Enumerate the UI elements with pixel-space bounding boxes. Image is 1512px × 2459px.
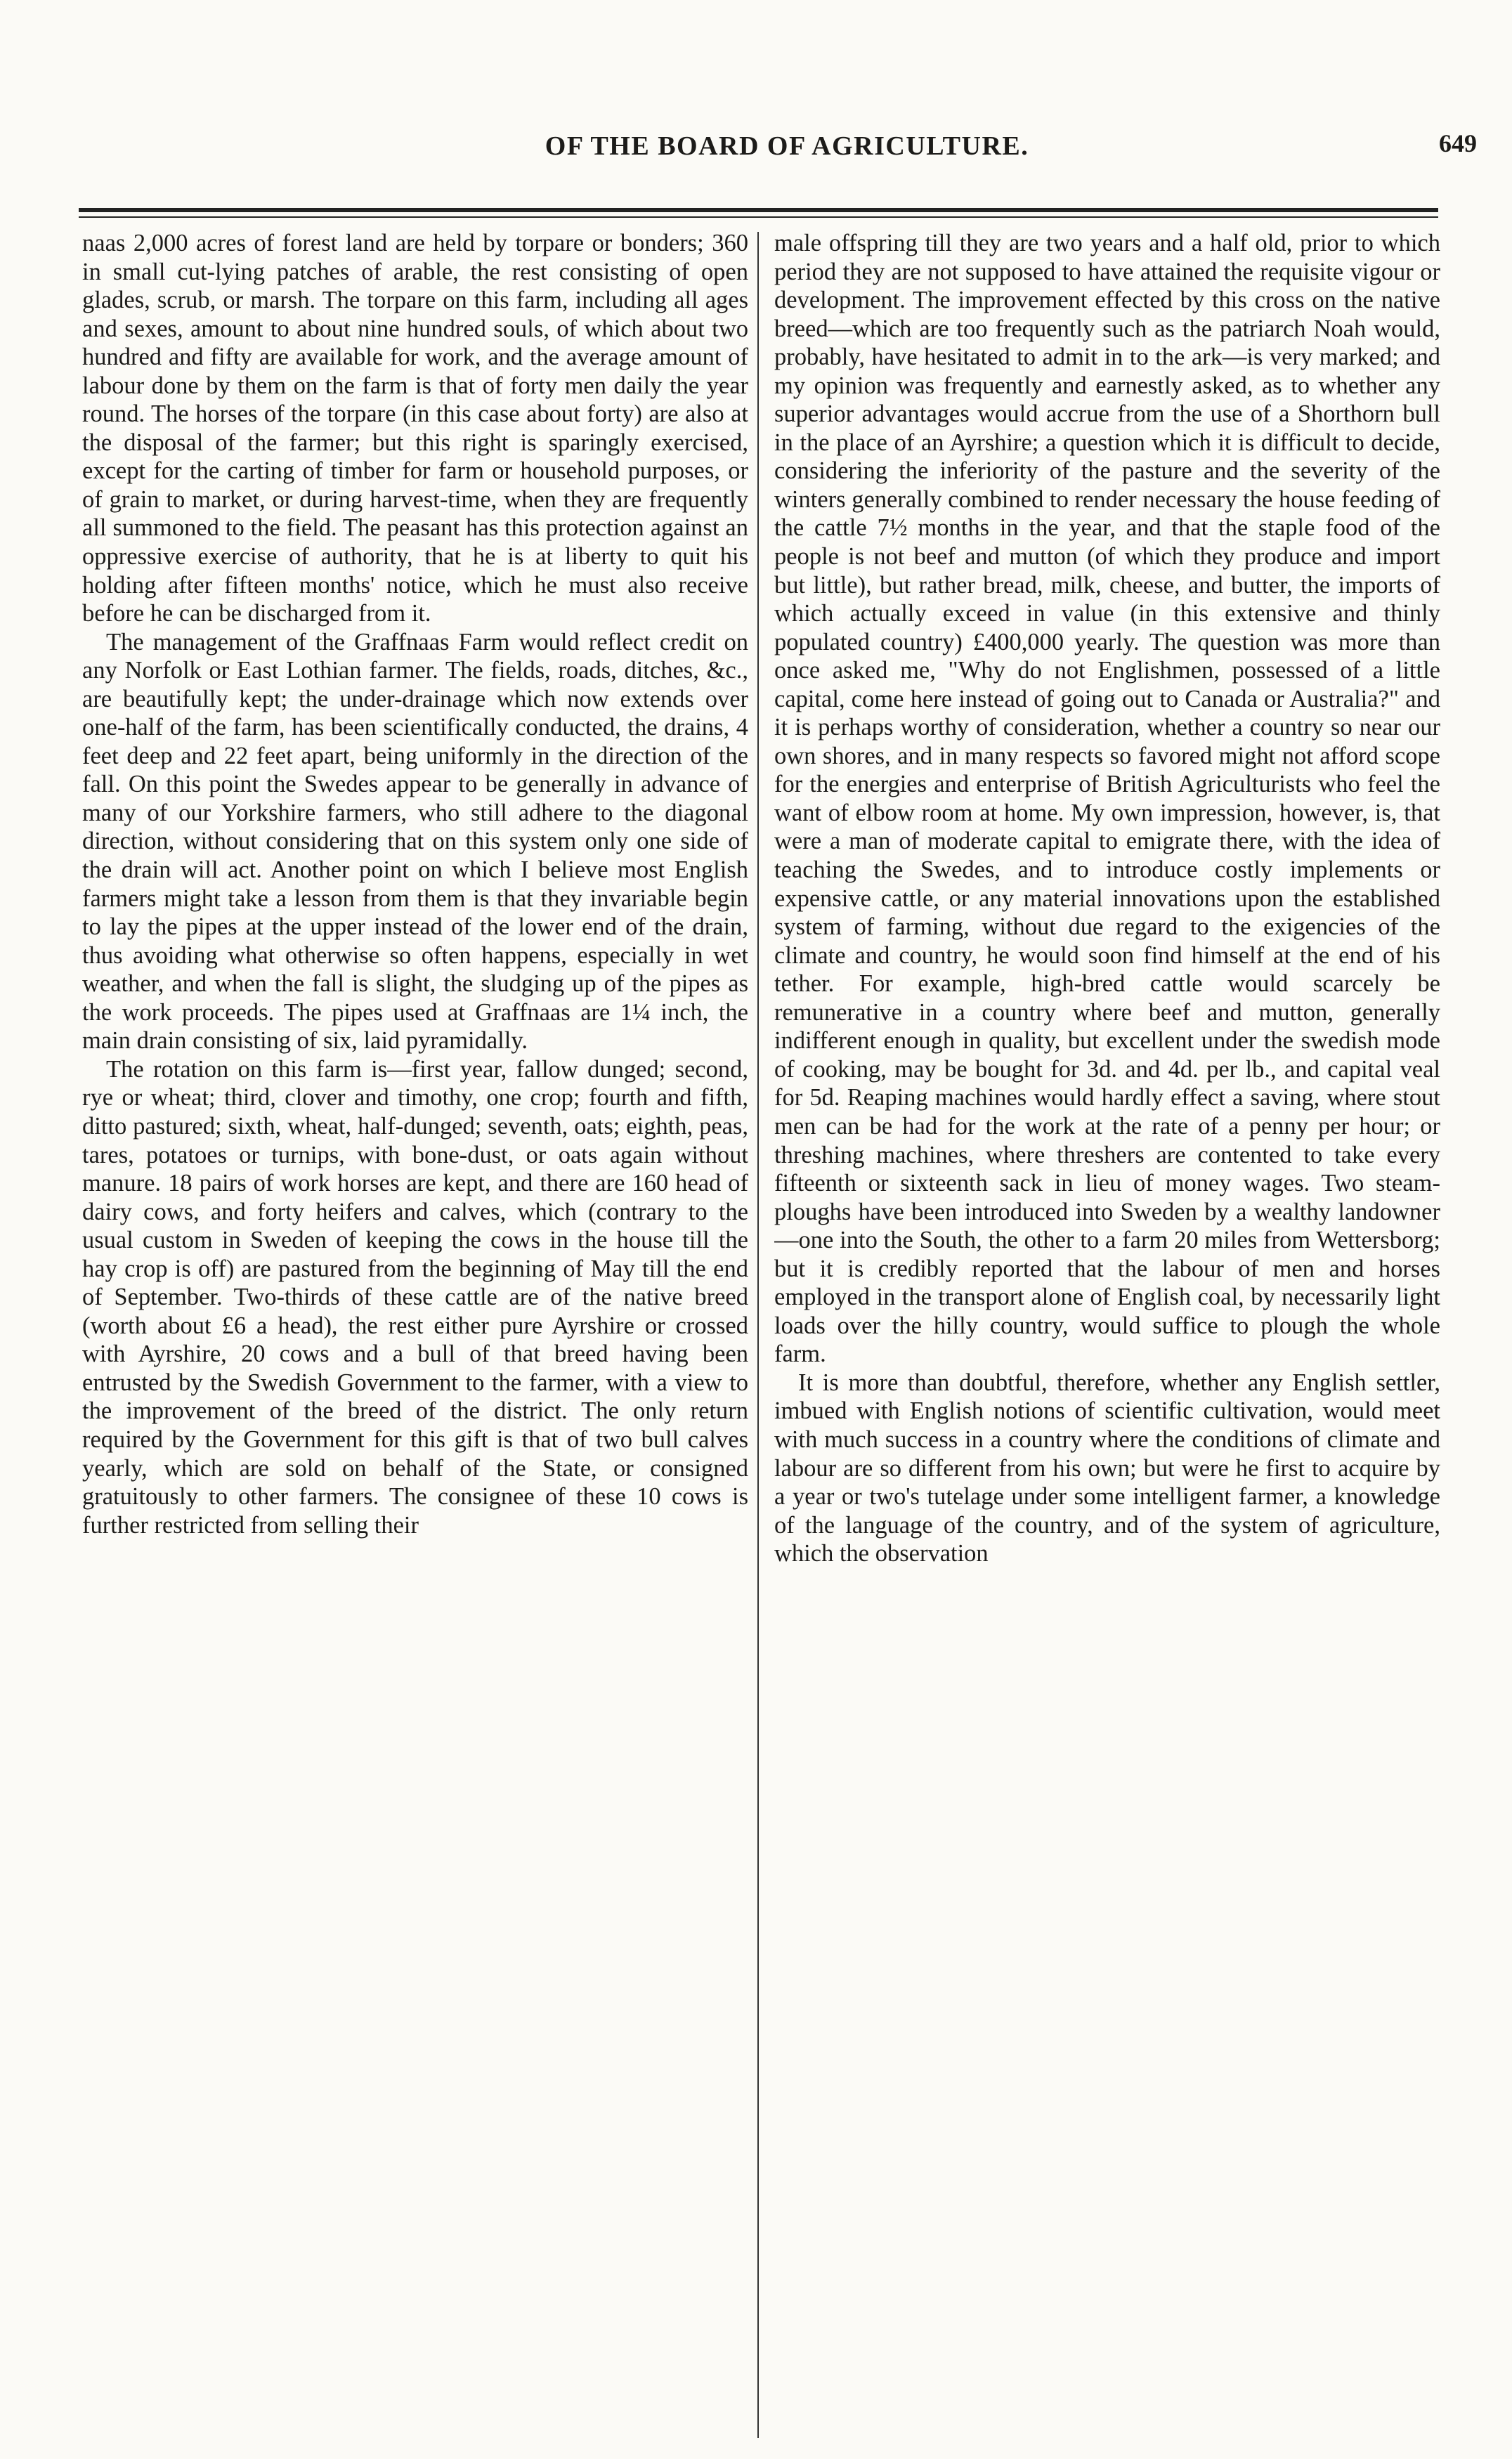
header-rule-thick (79, 208, 1438, 212)
paragraph: male offspring till they are two years and a half old, prior to which period they are not supposed to have attained the requisite vigour or development. The improvement effected by this cross on the native breed—which are too frequently such as the patriarch Noah would, probably, have hesitated to admit in to the ark—is very marked; and my opinion was frequently and earnestly asked, as to whether any superior advantages would accrue from the use of a Shorthorn bull in the place of an Ayrshire; a question which it is difficult to decide, considering the inferiority of the pasture and the severity of the winters generally combined to render necessary the house feeding of the cattle 7½ months in the year, and that the staple food of the people is not beef and mutton (of which they produce and import but little), but rather bread, milk, cheese, and butter, the imports of which actually exceed in value (in this extensive and thinly populated country) £400,000 yearly. The question was more than once asked me, "Why do not Englishmen, possessed of a little capital, come here instead of going out to Canada or Australia?" and it is perhaps worthy of consideration, whether a country so near our own shores, and in many respects so favored might not afford scope for the energies and enterprise of British Agriculturists who feel the want of elbow room at home. My own impression, however, is, that were a man of moderate capital to emigrate there, with the idea of teaching the Swedes, and to introduce costly implements or expensive cattle, or any material innovations upon the established system of farming, without due regard to the exigencies of the climate and country, he would soon find himself at the end of his tether. For example, high-bred cattle would scarcely be remunerative in a country where beef and mutton, generally indifferent enough in quality, but excellent under the swedish mode of cooking, may be bought for 3d. and 4d. per lb., and capital veal for 5d. Reaping machines would hardly effect a saving, where stout men can be had for the work at the rate of a penny per hour; or threshing machines, where threshers are contented to take every fifteenth or sixteenth sack in lieu of money wages. Two steam-ploughs have been introduced into Sweden by a wealthy landowner—one into the South, the other to a farm 20 miles from Wettersborg; but it is credibly reported that the labour of men and horses employed in the transport alone of English coal, by necessarily light loads over the hilly country, would suffice to plough the whole farm. (774, 230, 1440, 1368)
right-column (774, 229, 1440, 2442)
paragraph: naas 2,000 acres of forest land are held by torpare or bonders; 360 in small cut-lying patches of arable, the rest consisting of open glades, scrub, or marsh. The torpare on this farm, including all ages and sexes, amount to about nine hundred souls, of which about two hundred and fifty are available for work, and the average amount of labour done by them on the farm is that of forty men daily the year round. The horses of the torpare (in this case about forty) are also at the disposal of the farmer; but this right is sparingly exercised, except for the carting of timber for farm or household purposes, or of grain to market, or during harvest-time, when they are frequently all summoned to the field. The peasant has this protection against an oppressive exercise of authority, that he is at liberty to quit his holding after fifteen months' notice, which he must also receive before he can be discharged from it. (82, 230, 748, 627)
paragraph: The management of the Graffnaas Farm would reflect credit on any Norfolk or East Lothian farmer. The fields, roads, ditches, &c., are beautifully kept; the under-drainage which now extends over one-half of the farm, has been scientifically conducted, the drains, 4 feet deep and 22 feet apart, being uniformly in the direction of the fall. On this point the Swedes appear to be generally in advance of many of our Yorkshire farmers, who still adhere to the diagonal direction, without considering that on this system only one side of the drain will act. Another point on which I believe most English farmers might take a lesson from them is that they invariable begin to lay the pipes at the upper instead of the lower end of the drain, thus avoiding what otherwise so often happens, especially in wet weather, and when the fall is slight, the sludging up of the pipes as the work proceeds. The pipes used at Graffnaas are 1¼ inch, the main drain consisting of six, laid pyramidally. (82, 628, 748, 1055)
column-divider (757, 232, 759, 2438)
paragraph: The rotation on this farm is—first year, fallow dunged; second, rye or wheat; third, clover and timothy, one crop; fourth and fifth, ditto pastured; sixth, wheat, half-dunged; seventh, oats; eighth, peas, tares, potatoes or turnips, with bone-dust, or oats again without manure. 18 pairs of work horses are kept, and there are 160 head of dairy cows, and forty heifers and calves, which (contrary to the usual custom in Sweden of keeping the cows in the house till the hay crop is off) are pastured from the beginning of May till the end of September. Two-thirds of these cattle are of the native breed (worth about £6 a head), the rest either pure Ayrshire or crossed with Ayrshire, 20 cows and a bull of that breed having been entrusted by the Swedish Government to the farmer, with a view to the improvement of the breed of the district. The only return required by the Government for this gift is that of two bull calves yearly, which are sold on behalf of the State, or consigned gratuitously to other farmers. The consignee of these 10 cows is further restricted from selling their (82, 1055, 748, 1539)
running-head: OF THE BOARD OF AGRICULTURE. (545, 131, 1029, 161)
page-number: 649 (1439, 129, 1477, 157)
left-column (82, 229, 748, 2442)
header-rule-thin (79, 216, 1438, 218)
paragraph: It is more than doubtful, therefore, whether any English settler, imbued with English notions of scientific cultivation, would meet with much success in a country where the conditions of climate and labour are so different from his own; but were he first to acquire by a year or two's tutelage under some intelligent farmer, a knowledge of the language of the country, and of the system of agriculture, which the observation (774, 1369, 1440, 1567)
